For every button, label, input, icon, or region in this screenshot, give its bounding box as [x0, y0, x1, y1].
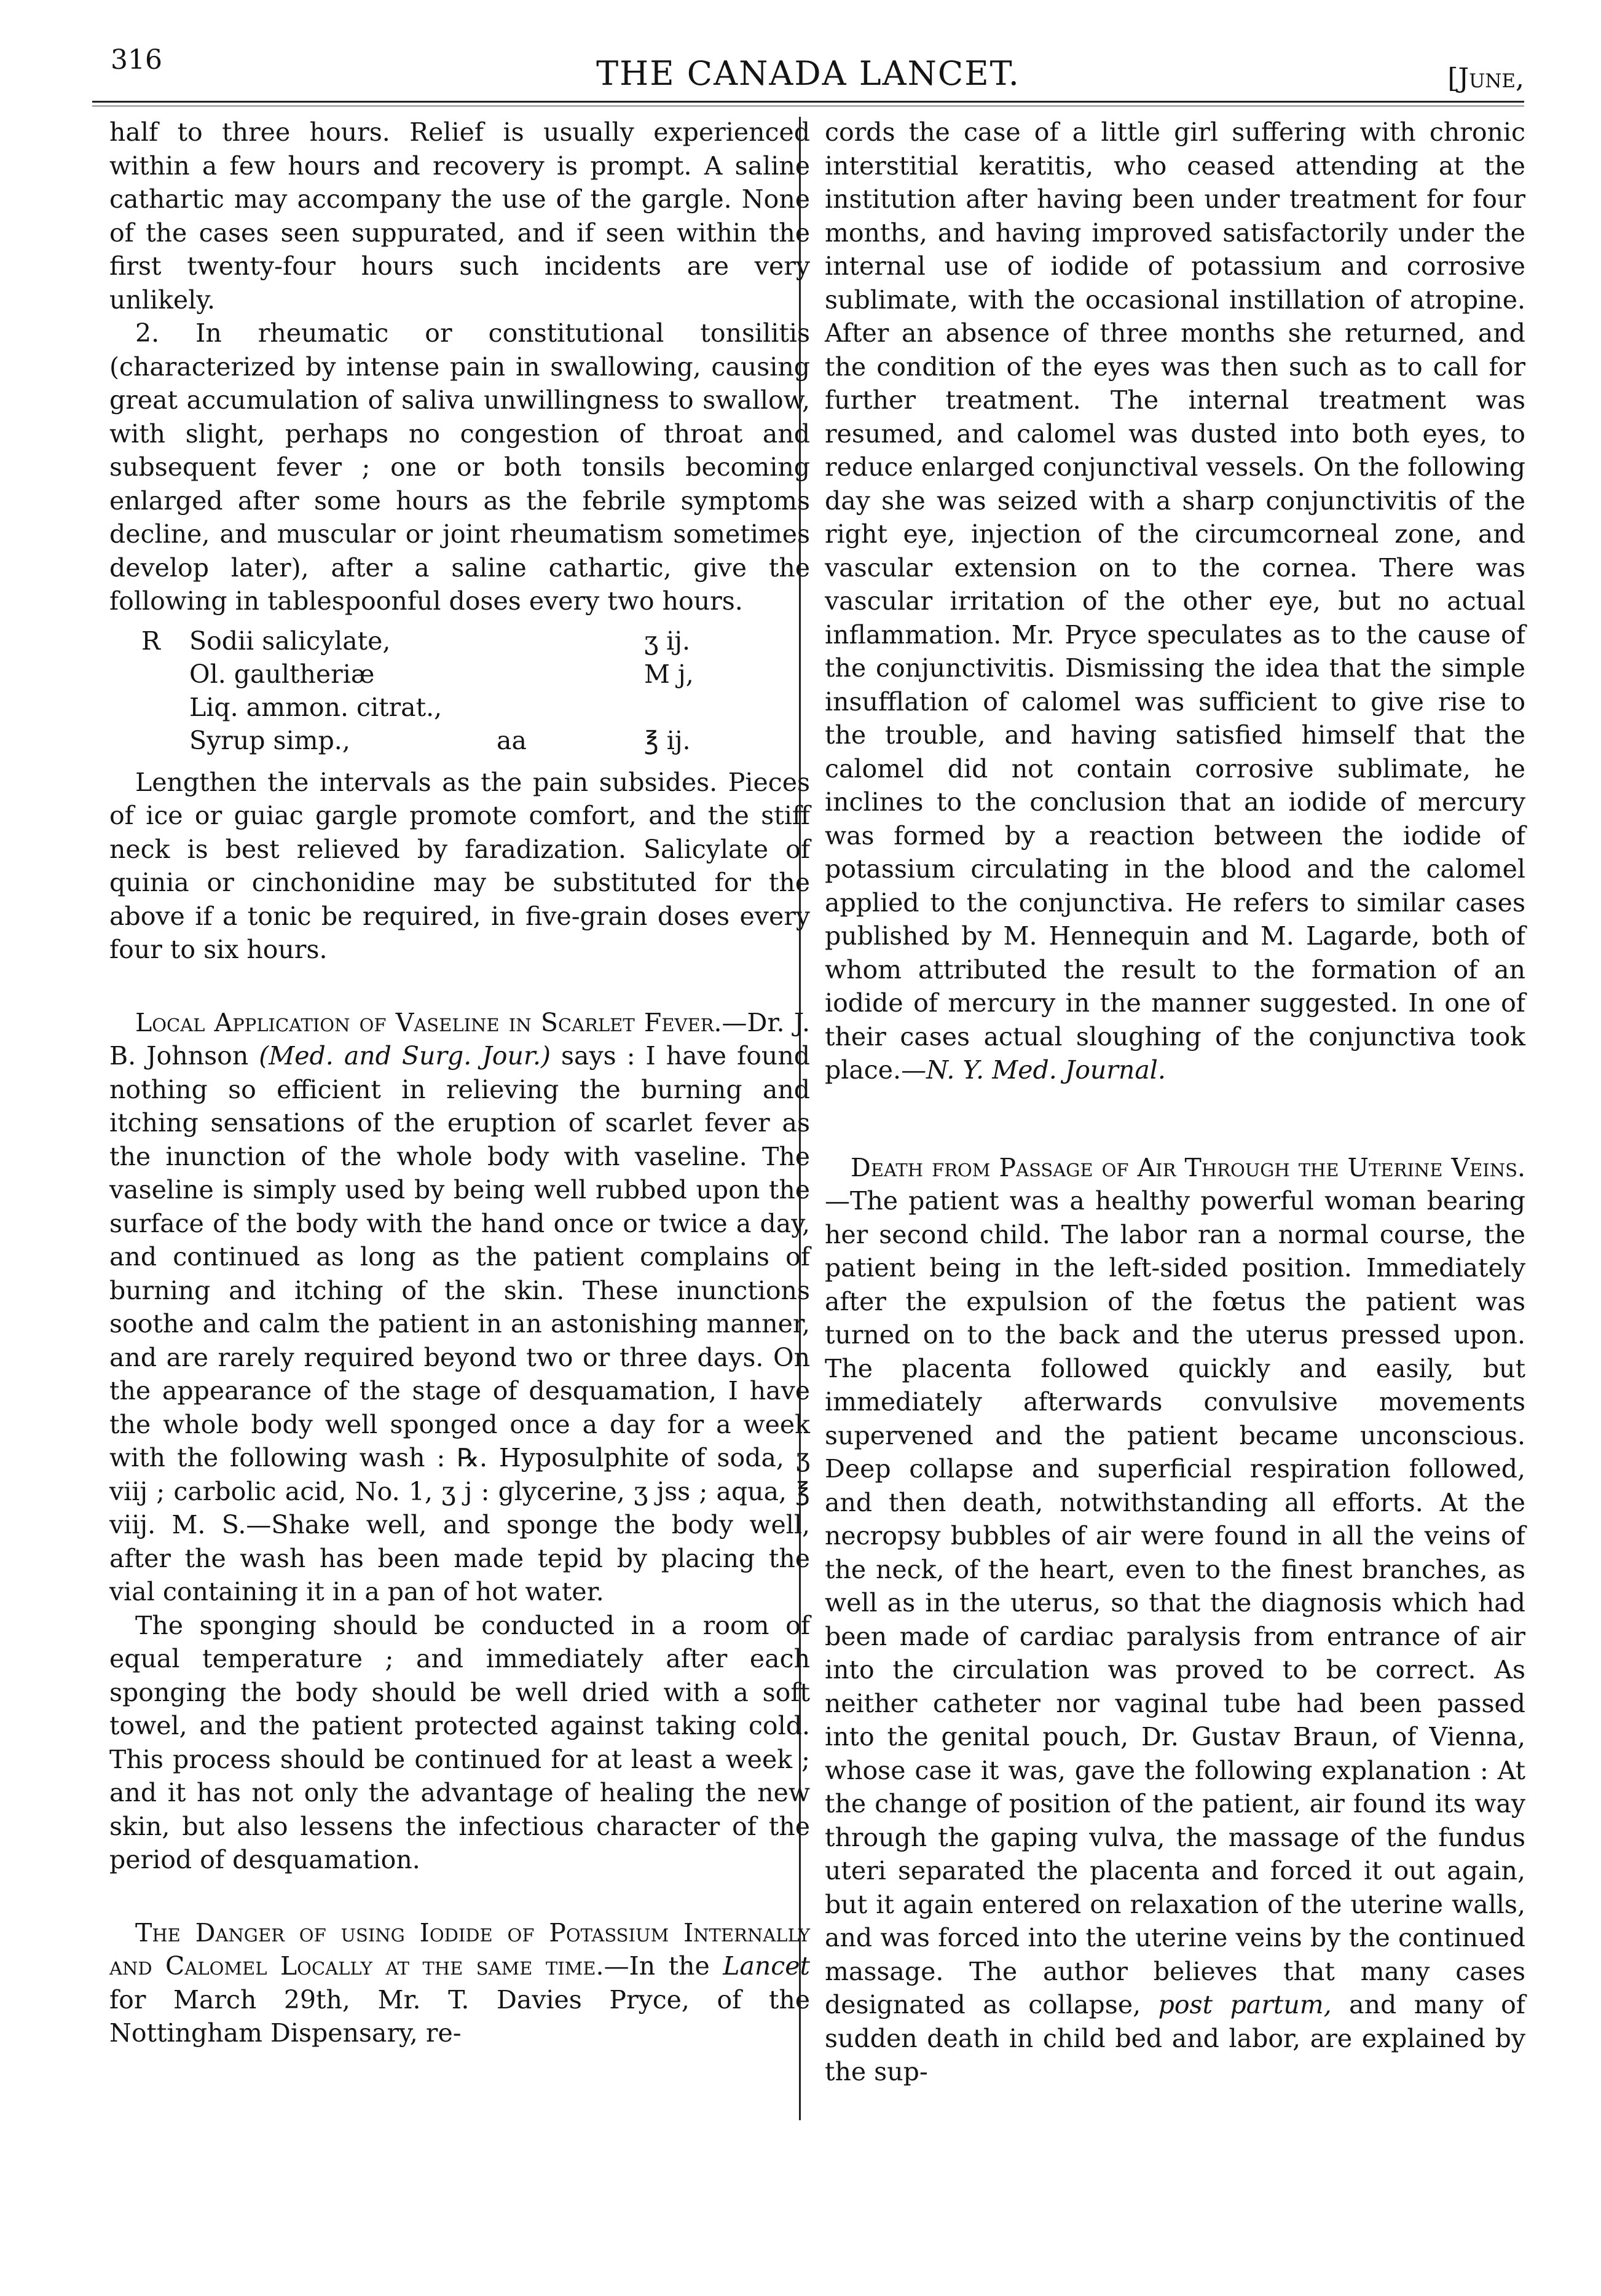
prescription-row	[109, 658, 810, 691]
ingredient-name: Liq. ammon. citrat.,	[189, 692, 443, 722]
prescription	[109, 624, 810, 757]
article-body: for March 29th, Mr. T. Davies Pryce, of the Nottingham Dispensary, re-	[109, 1984, 810, 2048]
ingredient-aa: aa	[497, 725, 527, 755]
page-number: 316	[111, 44, 162, 76]
running-header	[92, 44, 1524, 100]
iodide-continuation	[825, 116, 1525, 1087]
journal-title: THE CANADA LANCET.	[596, 54, 1020, 93]
emphasis: post partum,	[1158, 1990, 1332, 2019]
ingredient-name: Sodii salicylate,	[189, 626, 391, 656]
rheumatic-tonsilitis-paragraph: 2. In rheumatic or constitutional tonsilitis (characterized by intense pain in swallowing, causing great accumulation of saliva unwillingness to swallow, with slight, perhaps no congestion of throat and subsequent fever ; one or both tonsils becoming enlarged after some hours as the febrile symptoms decline, and muscular or joint rheumatism sometimes develop later), after a saline cathartic, give the following in tablespoonful doses every two hours.	[109, 318, 810, 616]
ingredient-name: Syrup simp.,	[189, 725, 350, 755]
section-heading: Local Application of Vaseline in Scarlet Fever.	[135, 1007, 722, 1037]
ingredient-quantity: ʒ ij.	[644, 626, 691, 656]
section-heading: Death from Passage of Air Through the Uterine Veins.	[851, 1152, 1525, 1182]
citation: —N. Y. Med. Journal.	[901, 1055, 1166, 1085]
article-body: —The patient was a healthy powerful woman bearing her second child. The labor ran a normal course, the patient being in the left-sided position. Immediately after the expulsion of the fœtus the patient was turned on to the back and the uterus pressed upon. The placenta followed quickly and easily, but immediately afterwards convulsive movements supervened and the patient became unconscious. Deep collapse and superficial respiration followed, and then death, notwithstanding all efforts. At the necropsy bubbles of air were found in all the veins of the neck, of the heart, even to the finest branches, as well as in the uterus, so that the diagnosis which had been made of cardiac paralysis from entrance of air into the circulation was proved to be correct. As neither catheter nor vaginal tube had been passed into the genital pouch, Dr. Gustav Braun, of Vienna, whose case it was, gave the following explanation : At the change of position of the patient, air found its way through the gaping vulva, the massage of the fundus uteri separated the placenta and forced it out again, but it again entered on relaxation of the uterine walls, and was forced into the uterine veins by the continued massage. The author believes that many cases designated as collapse,	[825, 1186, 1525, 2019]
lengthen-intervals-paragraph: Lengthen the intervals as the pain subsides. Pieces of ice or guiac gargle promote comfort, and the stiff neck is best relieved by faradization. Salicylate of quinia or cinchonidine may be substituted for the above if a tonic be required, in five-grain doses every four to six hours.	[109, 767, 810, 964]
citation: (Med. and Surg. Jour.)	[259, 1041, 551, 1071]
ingredient-name: Ol. gaultheriæ	[189, 659, 375, 689]
journal-reference: Lancet	[723, 1951, 810, 1981]
recipe-symbol: R	[141, 626, 160, 656]
air-embolism-article	[825, 1151, 1525, 2089]
article-intro: —Dr. J. B. Johnson	[109, 1007, 810, 1071]
vaseline-article	[109, 1006, 810, 1609]
article-intro: —In the	[604, 1951, 710, 1981]
iodide-article	[109, 1916, 810, 2050]
sponging-paragraph: The sponging should be conducted in a room of equal temperature ; and immediately after each sponging the body should be well dried with a soft towel, and the patient protected against taking cold. This process should be continued for at least a week ; and it has not only the advantage of healing the new skin, but also lessens the infectious character of the period of desquamation.	[109, 1610, 810, 1874]
article-body: cords the case of a little girl suffering with chronic interstitial keratitis, who ceased attending at the institution after having been under treatment for four months, and having improved satisfactorily under the internal use of iodide of potassium and corrosive sublimate, with the occasional instillation of atropine. After an absence of three months she returned, and the condition of the eyes was then such as to call for further treatment. The internal treatment was resumed, and calomel was dusted into both eyes, to reduce enlarged conjunctival vessels. On the following day she was seized with a sharp conjunctivitis of the right eye, injection of the circumcorneal zone, and vascular extension on to the cornea. There was vascular irritation of the other eye, but no actual inflammation. Mr. Pryce speculates as to the cause of the conjunctivitis. Dismissing the idea that the simple insufflation of calomel was sufficient to give rise to the trouble, and having satisfied himself that the calomel did not contain corrosive sublimate, he inclines to the conclusion that an iodide of mercury was formed by a reaction between the iodide of potassium circulating in the blood and the calomel applied to the conjunctiva. He refers to similar cases published by M. Hennequin and M. Lagarde, both of whom attributed the result to the formation of an iodide of mercury in the manner suggested. In one of their cases actual sloughing of the conjunctiva took place.	[825, 117, 1525, 1085]
tonsilitis-continuation: half to three hours. Relief is usually experienced within a few hours and recovery is prompt. A saline cathartic may accompany the use of the gargle. None of the cases seen suppurated, and if seen within the first twenty-four hours such incidents are very unlikely.	[109, 117, 810, 315]
article-body: and many of sudden death in child bed and labor, are explained by the sup-	[825, 1990, 1525, 2086]
article-body: says : I have found nothing so efficient in relieving the burning and itching sensations of the eruption of scarlet fever as the inunction of the whole body with vaseline. The vaseline is simply used by being well rubbed upon the surface of the body with the hand once or twice a day, and continued as long as the patient complains of burning and itching of the skin. These inunctions soothe and calm the patient in an astonishing manner, and are rarely required beyond two or three days. On the appearance of the stage of desquamation, I have the whole body well sponged once a day for a week with the following wash : ℞. Hyposulphite of soda, ʒ viij ; carbolic acid, No. 1, ʒ j : glycerine, ʒ jss ; aqua, ℥ viij. M. S.—Shake well, and sponge the body well, after the wash has been made tepid by placing the vial containing it in a pan of hot water.	[109, 1041, 810, 1606]
prescription-row	[109, 691, 810, 724]
ingredient-quantity: ℥ ij.	[644, 725, 691, 755]
issue-month: [June,	[1447, 63, 1524, 94]
left-column	[109, 116, 810, 2050]
prescription-row	[109, 624, 810, 658]
prescription-row	[109, 724, 810, 757]
right-column	[825, 116, 1525, 2089]
ingredient-quantity: M j,	[644, 659, 694, 689]
header-rule	[92, 101, 1524, 103]
section-heading: The Danger of using Iodide of Potassium Internally and Calomel Locally at the same time.	[109, 1917, 810, 1981]
